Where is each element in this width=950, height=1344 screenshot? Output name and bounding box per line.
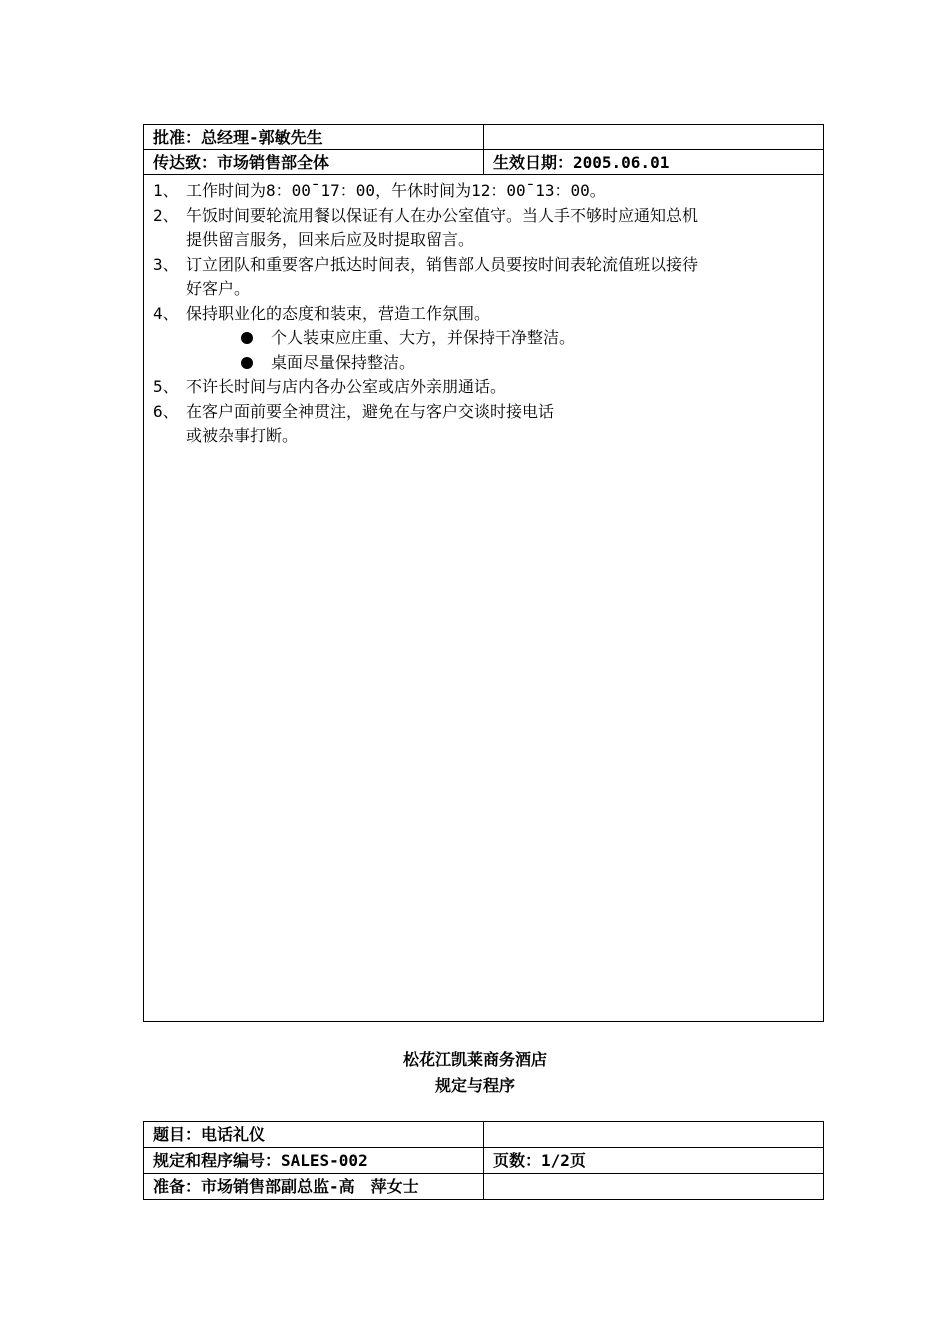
rule-text-line: 订立团队和重要客户抵达时间表，销售部人员要按时间表轮流值班以接待 — [186, 254, 699, 274]
document-info-table — [143, 1121, 824, 1200]
rule-text-continuation: 提供留言服务，回来后应及时提取留言。 — [186, 230, 475, 249]
prepared-by-cell: 准备：市场销售部副总监-高 萍女士 — [144, 1174, 484, 1200]
bullet-dot-icon — [241, 357, 253, 369]
rule-item-1 — [153, 179, 815, 204]
document-type-title: 规定与程序 — [434, 1076, 515, 1095]
subject-row — [144, 1122, 823, 1148]
hotel-name: 松花江凯莱商务酒店 — [402, 1050, 547, 1069]
approval-cell: 批准：总经理-郭敏先生 — [144, 125, 484, 149]
rule-text-line: 在客户面前要全神贯注，避免在与客户交谈时接电话 — [186, 401, 555, 421]
rule-text: 保持职业化的态度和装束，营造工作氛围。 — [186, 303, 491, 323]
approval-row — [144, 125, 823, 150]
prepared-row — [144, 1174, 823, 1200]
rule-text — [186, 204, 815, 253]
bullet-text: 个人装束应庄重、大方，并保持干净整洁。 — [271, 328, 576, 347]
rule-text-line: 午饭时间要轮流用餐以保证有人在办公室值守。当人手不够时应通知总机 — [186, 205, 699, 225]
rule-number: 5、 — [153, 377, 179, 396]
code-row — [144, 1148, 823, 1174]
effective-date-cell: 生效日期：2005.06.01 — [493, 153, 670, 172]
distribute-cell: 传达致：市场销售部全体 — [144, 150, 484, 174]
rules-content — [144, 175, 823, 1021]
rule-item-2 — [153, 204, 815, 253]
rule-item-4 — [153, 302, 815, 327]
rule-text-continuation: 好客户。 — [186, 279, 251, 298]
approval-table — [143, 124, 824, 1022]
distribute-row — [144, 150, 823, 175]
rule-item-3 — [153, 253, 815, 302]
bullet-text: 桌面尽量保持整洁。 — [271, 352, 416, 372]
rule-number: 3、 — [153, 254, 179, 274]
subject-empty-cell — [484, 1122, 823, 1147]
bullet-item — [153, 351, 815, 376]
subject-cell: 题目：电话礼仪 — [144, 1122, 484, 1147]
approval-empty-cell — [484, 125, 823, 149]
rule-text: 不许长时间与店内各办公室或店外亲朋通话。 — [186, 377, 507, 396]
bullet-item — [153, 326, 815, 351]
page-count-cell: 页数：1/2页 — [493, 1151, 586, 1170]
procedure-code-cell: 规定和程序编号：SALES-002 — [144, 1148, 484, 1173]
rule-text-continuation: 或被杂事打断。 — [186, 426, 299, 445]
rule-number: 2、 — [153, 205, 179, 225]
rule-text — [186, 253, 815, 302]
rule-text — [186, 400, 815, 449]
rule-item-6 — [153, 400, 815, 449]
rule-text: 工作时间为8：00¯17：00，午休时间为12：00¯13：00。 — [186, 181, 606, 200]
prepared-empty-cell — [484, 1174, 823, 1200]
rule-number: 1、 — [153, 181, 179, 200]
rule-item-5 — [153, 375, 815, 400]
rule-number: 6、 — [153, 401, 179, 421]
bullet-dot-icon — [241, 332, 253, 344]
rule-number: 4、 — [153, 303, 179, 323]
